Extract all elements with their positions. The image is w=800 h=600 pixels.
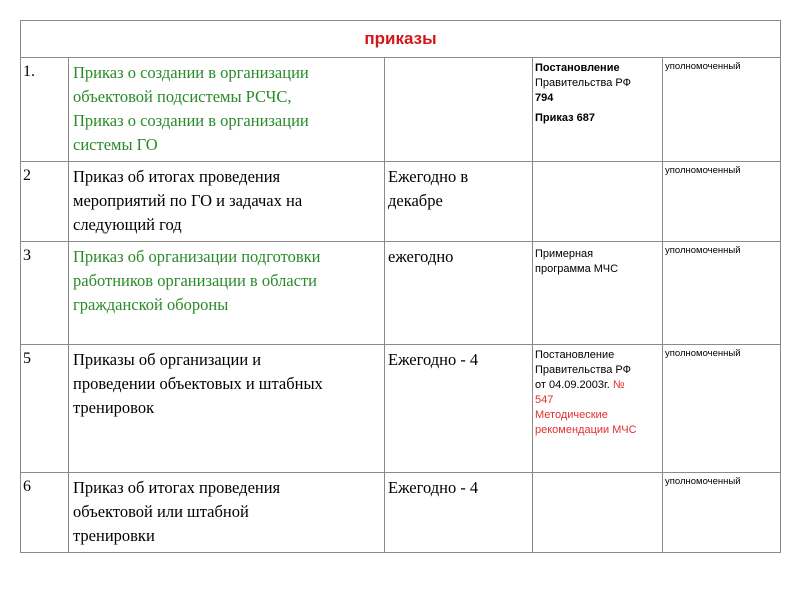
responsible: уполномоченный [663, 345, 781, 473]
basis-line: Примерная [535, 248, 594, 260]
period-line: Ежегодно в [388, 167, 469, 186]
responsible: уполномоченный [663, 473, 781, 553]
row-number: 1. [21, 58, 69, 162]
document-line: Приказ об организации подготовки [73, 247, 321, 266]
legal-basis [533, 58, 663, 162]
basis-line: Правительства РФ [535, 364, 631, 376]
basis-date: от 04.09.2003г. [535, 379, 613, 391]
table-row [21, 162, 781, 242]
basis-line: 794 [535, 92, 554, 104]
document-line: мероприятий по ГО и задачах на [73, 191, 303, 210]
document-line: объектовой подсистемы РСЧС, [73, 87, 292, 106]
document-line: следующий год [73, 215, 182, 234]
document-name [69, 162, 385, 242]
table-row [21, 473, 781, 553]
document-line: тренировки [73, 526, 155, 545]
responsible: уполномоченный [663, 162, 781, 242]
document-line: Приказ об итогах проведения [73, 167, 281, 186]
document-line: Приказ о создании в организации [73, 111, 309, 130]
document-line: Приказ о создании в организации [73, 63, 309, 82]
basis-line: Правительства РФ [535, 77, 631, 89]
period [385, 58, 533, 162]
document-line: работников организации в области [73, 271, 317, 290]
period-line: декабре [388, 191, 443, 210]
basis-number-sign: № [612, 379, 625, 391]
document-name [69, 345, 385, 473]
legal-basis [533, 242, 663, 345]
period [385, 162, 533, 242]
legal-basis [533, 473, 663, 553]
legal-basis [533, 162, 663, 242]
document-name [69, 473, 385, 553]
legal-basis [533, 345, 663, 473]
document-line: объектовой или штабной [73, 502, 249, 521]
document-name [69, 242, 385, 345]
basis-line: Постановление [535, 349, 615, 361]
document-name [69, 58, 385, 162]
row-number: 6 [21, 473, 69, 553]
period: Ежегодно - 4 [385, 345, 533, 473]
basis-line: рекомендации МЧС [535, 424, 637, 436]
document-line: Приказ об итогах проведения [73, 478, 281, 497]
document-line: тренировок [73, 398, 155, 417]
basis-line: Методические [535, 409, 608, 421]
table-title-row [21, 21, 781, 58]
responsible: уполномоченный [663, 58, 781, 162]
period: ежегодно [385, 242, 533, 345]
basis-line: Приказ 687 [535, 112, 596, 124]
table-row [21, 242, 781, 345]
document-line: гражданской обороны [73, 295, 229, 314]
document-line: Приказы об организации и [73, 350, 262, 369]
row-number: 3 [21, 242, 69, 345]
basis-line: Постановление [535, 62, 620, 74]
document-line: системы ГО [73, 135, 158, 154]
responsible: уполномоченный [663, 242, 781, 345]
basis-line [535, 378, 660, 393]
basis-line: программа МЧС [535, 263, 619, 275]
table-row [21, 345, 781, 473]
table-row [21, 58, 781, 162]
table-title: приказы [21, 21, 781, 58]
orders-table [20, 20, 781, 553]
basis-line: 547 [535, 394, 554, 406]
period: Ежегодно - 4 [385, 473, 533, 553]
row-number: 5 [21, 345, 69, 473]
document-line: проведении объектовых и штабных [73, 374, 323, 393]
row-number: 2 [21, 162, 69, 242]
